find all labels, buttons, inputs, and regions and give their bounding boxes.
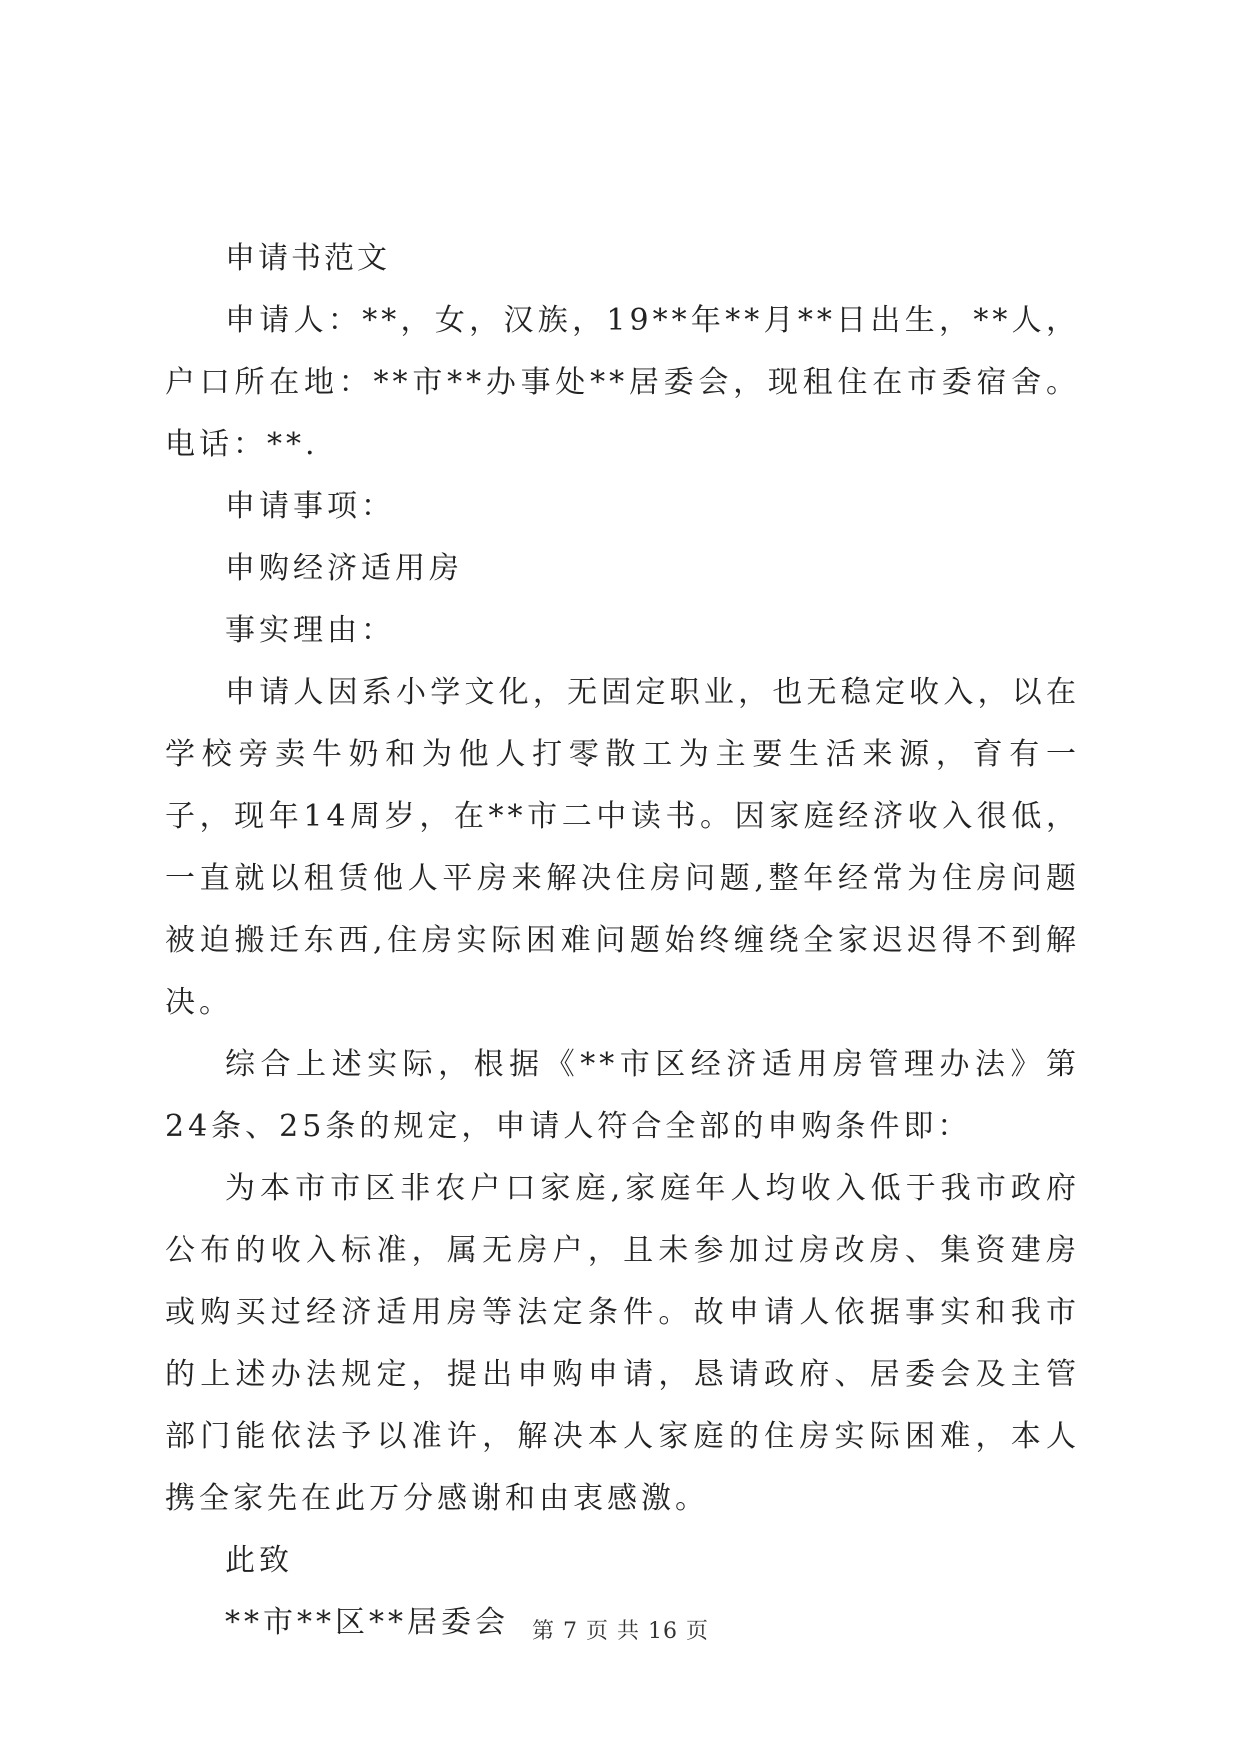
applicant-info-paragraph: 申请人：**，女，汉族，19**年**月**日出生，**人，户口所在地：**市**办事处**居委会，现租住在市委宿舍。电话：**.: [165, 303, 1080, 462]
application-matter-text: 申购经济适用房: [225, 551, 463, 586]
document-body: [165, 228, 1080, 1654]
application-matter-heading: 申请事项：: [225, 489, 395, 524]
facts-reasons-paragraph: 申请人因系小学文化，无固定职业，也无稳定收入，以在学校旁卖牛奶和为他人打零散工为主要生活来源，育有一子，现年14周岁，在**市二中读书。因家庭经济收入很低，一直就以租赁他人平房来解决住房问题,整年经常为住房问题被迫搬迁东西,住房实际困难问题始终缠绕全家迟迟得不到解决。: [165, 675, 1080, 1020]
recipient-line: **市**区**居委会: [225, 1605, 509, 1640]
facts-reasons-heading: 事实理由：: [225, 613, 395, 648]
regulation-paragraph: 综合上述实际，根据《**市区经济适用房管理办法》第24条、25条的规定，申请人符合全部的申购条件即：: [165, 1047, 1080, 1144]
page-number-footer: 第 7 页 共 16 页: [532, 1619, 709, 1644]
document-title: 申请书范文: [225, 241, 390, 276]
closing-salutation: 此致: [225, 1543, 293, 1578]
conditions-paragraph: 为本市市区非农户口家庭,家庭年人均收入低于我市政府公布的收入标准，属无房户，且未参加过房改房、集资建房或购买过经济适用房等法定条件。故申请人依据事实和我市的上述办法规定，提出申购申请，恳请政府、居委会及主管部门能依法予以准许，解决本人家庭的住房实际困难，本人携全家先在此万分感谢和由衷感激。: [165, 1171, 1080, 1516]
